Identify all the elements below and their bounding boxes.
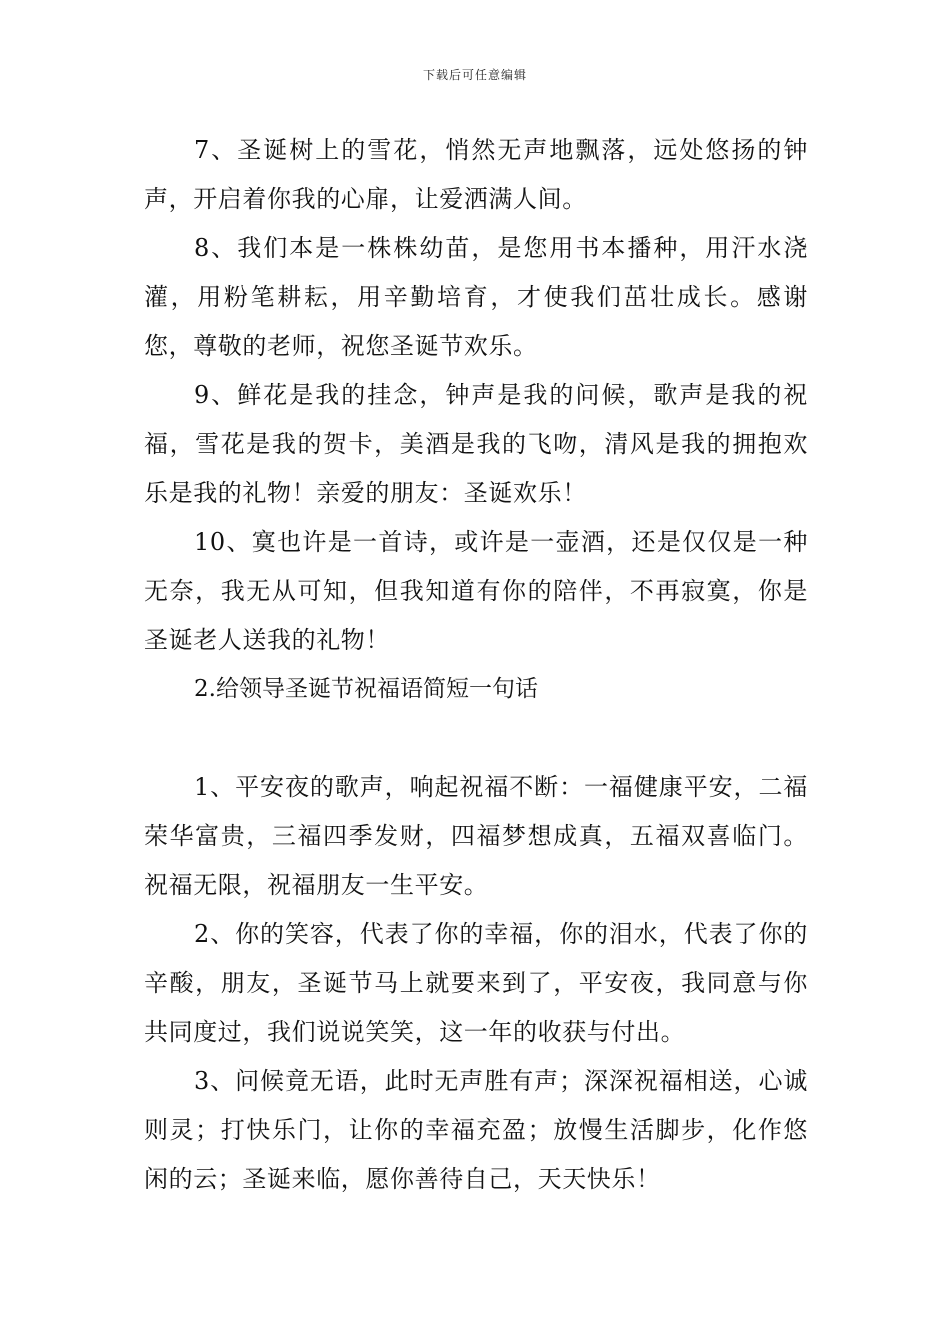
- paragraph-item: 7、圣诞树上的雪花，悄然无声地飘落，远处悠扬的钟声，开启着你我的心扉，让爱洒满人间。: [144, 136, 808, 213]
- paragraph-item: 3、问候竟无语，此时无声胜有声；深深祝福相送，心诚则灵；打快乐门，让你的幸福充盈；放慢生活脚步，化作悠闲的云；圣诞来临，愿你善待自己，天天快乐！: [144, 1067, 808, 1193]
- blank-line: [144, 714, 808, 763]
- section-heading: 2.给领导圣诞节祝福语简短一句话: [194, 676, 538, 702]
- paragraph-item: 9、鲜花是我的挂念，钟声是我的问候，歌声是我的祝福，雪花是我的贺卡，美酒是我的飞吻，清风是我的拥抱欢乐是我的礼物！亲爱的朋友：圣诞欢乐！: [144, 381, 808, 507]
- document-body: [144, 126, 808, 1204]
- paragraph-item: 1、平安夜的歌声，响起祝福不断：一福健康平安，二福荣华富贵，三福四季发财，四福梦想成真，五福双喜临门。祝福无限，祝福朋友一生平安。: [144, 773, 808, 899]
- header-note: 下载后可任意编辑: [422, 68, 527, 82]
- paragraph-item: 10、寞也许是一首诗，或许是一壶酒，还是仅仅是一种无奈，我无从可知，但我知道有你的陪伴，不再寂寞，你是圣诞老人送我的礼物！: [144, 528, 808, 654]
- paragraph-item: 8、我们本是一株株幼苗，是您用书本播种，用汗水浇灌，用粉笔耕耘，用辛勤培育，才使我们茁壮成长。感谢您，尊敬的老师，祝您圣诞节欢乐。: [144, 234, 808, 360]
- paragraph-item: 2、你的笑容，代表了你的幸福，你的泪水，代表了你的辛酸，朋友，圣诞节马上就要来到了，平安夜，我同意与你共同度过，我们说说笑笑，这一年的收获与付出。: [144, 920, 808, 1046]
